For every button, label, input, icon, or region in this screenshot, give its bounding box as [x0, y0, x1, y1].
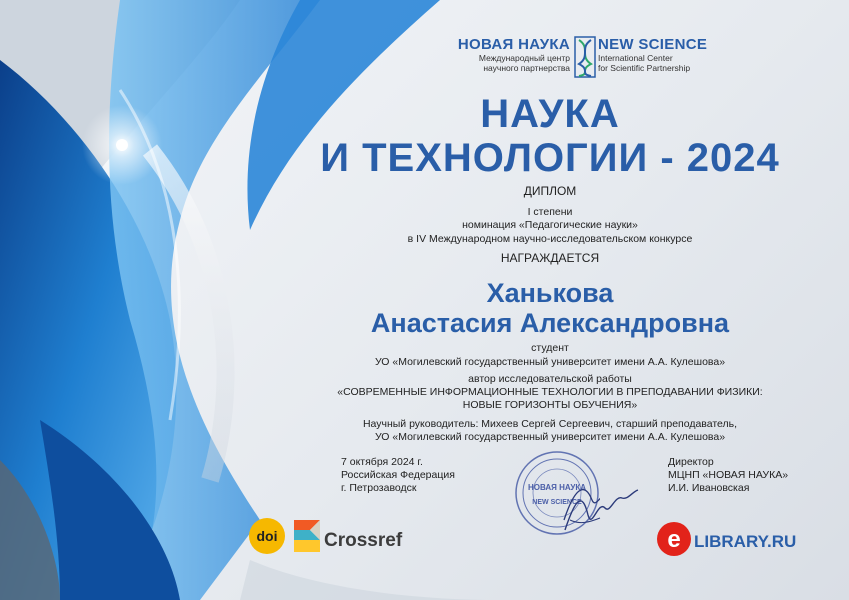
supervisor-line1: Научный руководитель: Михеев Сергей Сергеевич, старший преподаватель,	[362, 418, 738, 430]
work-title-line1: «СОВРЕМЕННЫЕ ИНФОРМАЦИОННЫЕ ТЕХНОЛОГИИ В ПРЕПОДАВАНИИ ФИЗИКИ:	[337, 386, 763, 398]
issue-info	[341, 456, 455, 495]
dna-icon	[574, 36, 596, 78]
signatory-name: И.И. Ивановская	[668, 482, 750, 494]
brand-en-line2: for Scientific Partnership	[598, 63, 691, 73]
diploma-contest: в IV Международном научно-исследовательском конкурсе	[407, 233, 693, 245]
page-title	[260, 92, 840, 180]
signatory-info	[668, 456, 788, 495]
stamp-text-bottom: NEW SCIENCE	[532, 499, 582, 506]
brand-ru	[420, 36, 570, 73]
doi-logo	[248, 517, 286, 555]
elibrary-logo-text: LIBRARY.RU	[694, 532, 797, 551]
title-line2: И ТЕХНОЛОГИИ - 2024	[320, 136, 780, 180]
work-label: автор исследовательской работы	[468, 373, 632, 385]
title-line1: НАУКА	[480, 92, 620, 136]
recipient-given-names: Анастасия Александровна	[370, 308, 730, 338]
signature	[560, 480, 640, 540]
issue-city: г. Петрозаводск	[341, 482, 417, 494]
crossref-logo	[292, 516, 432, 556]
brand-en-name: NEW SCIENCE	[598, 36, 708, 53]
elibrary-logo	[656, 519, 826, 559]
brand-ru-line1: Международный центр	[478, 53, 570, 63]
signatory-org: МЦНП «НОВАЯ НАУКА»	[668, 469, 789, 481]
recipient-name	[260, 278, 840, 338]
recipient-institution: УО «Могилевский государственный университет имени А.А. Кулешова»	[374, 356, 726, 368]
issue-date: 7 октября 2024 г.	[341, 456, 423, 468]
diploma-heading: ДИПЛОМ	[523, 184, 577, 198]
diploma-degree: I степени	[527, 206, 573, 218]
elibrary-logo-e: e	[667, 526, 681, 553]
brand-logo	[420, 36, 740, 82]
brand-en-line1: International Center	[598, 53, 673, 63]
recipient-surname: Ханькова	[486, 278, 614, 308]
brand-ru-line2: научного партнерства	[483, 63, 570, 73]
recipient-status: студент	[531, 342, 569, 354]
doi-logo-text: doi	[256, 528, 278, 544]
crossref-logo-text: Crossref	[324, 530, 403, 551]
signatory-role: Директор	[668, 456, 714, 468]
diploma-awarded: НАГРАЖДАЕТСЯ	[500, 251, 600, 265]
brand-ru-name: НОВАЯ НАУКА	[457, 36, 570, 53]
supervisor-line2: УО «Могилевский государственный университет имени А.А. Кулешова»	[374, 431, 726, 443]
work-title-line2: НОВЫЕ ГОРИЗОНТЫ ОБУЧЕНИЯ»	[462, 399, 638, 411]
brand-en	[598, 36, 758, 73]
stamp-text-top: НОВАЯ НАУКА	[527, 483, 587, 492]
diploma-nomination: номинация «Педагогические науки»	[462, 219, 638, 231]
issue-country: Российская Федерация	[341, 469, 455, 481]
